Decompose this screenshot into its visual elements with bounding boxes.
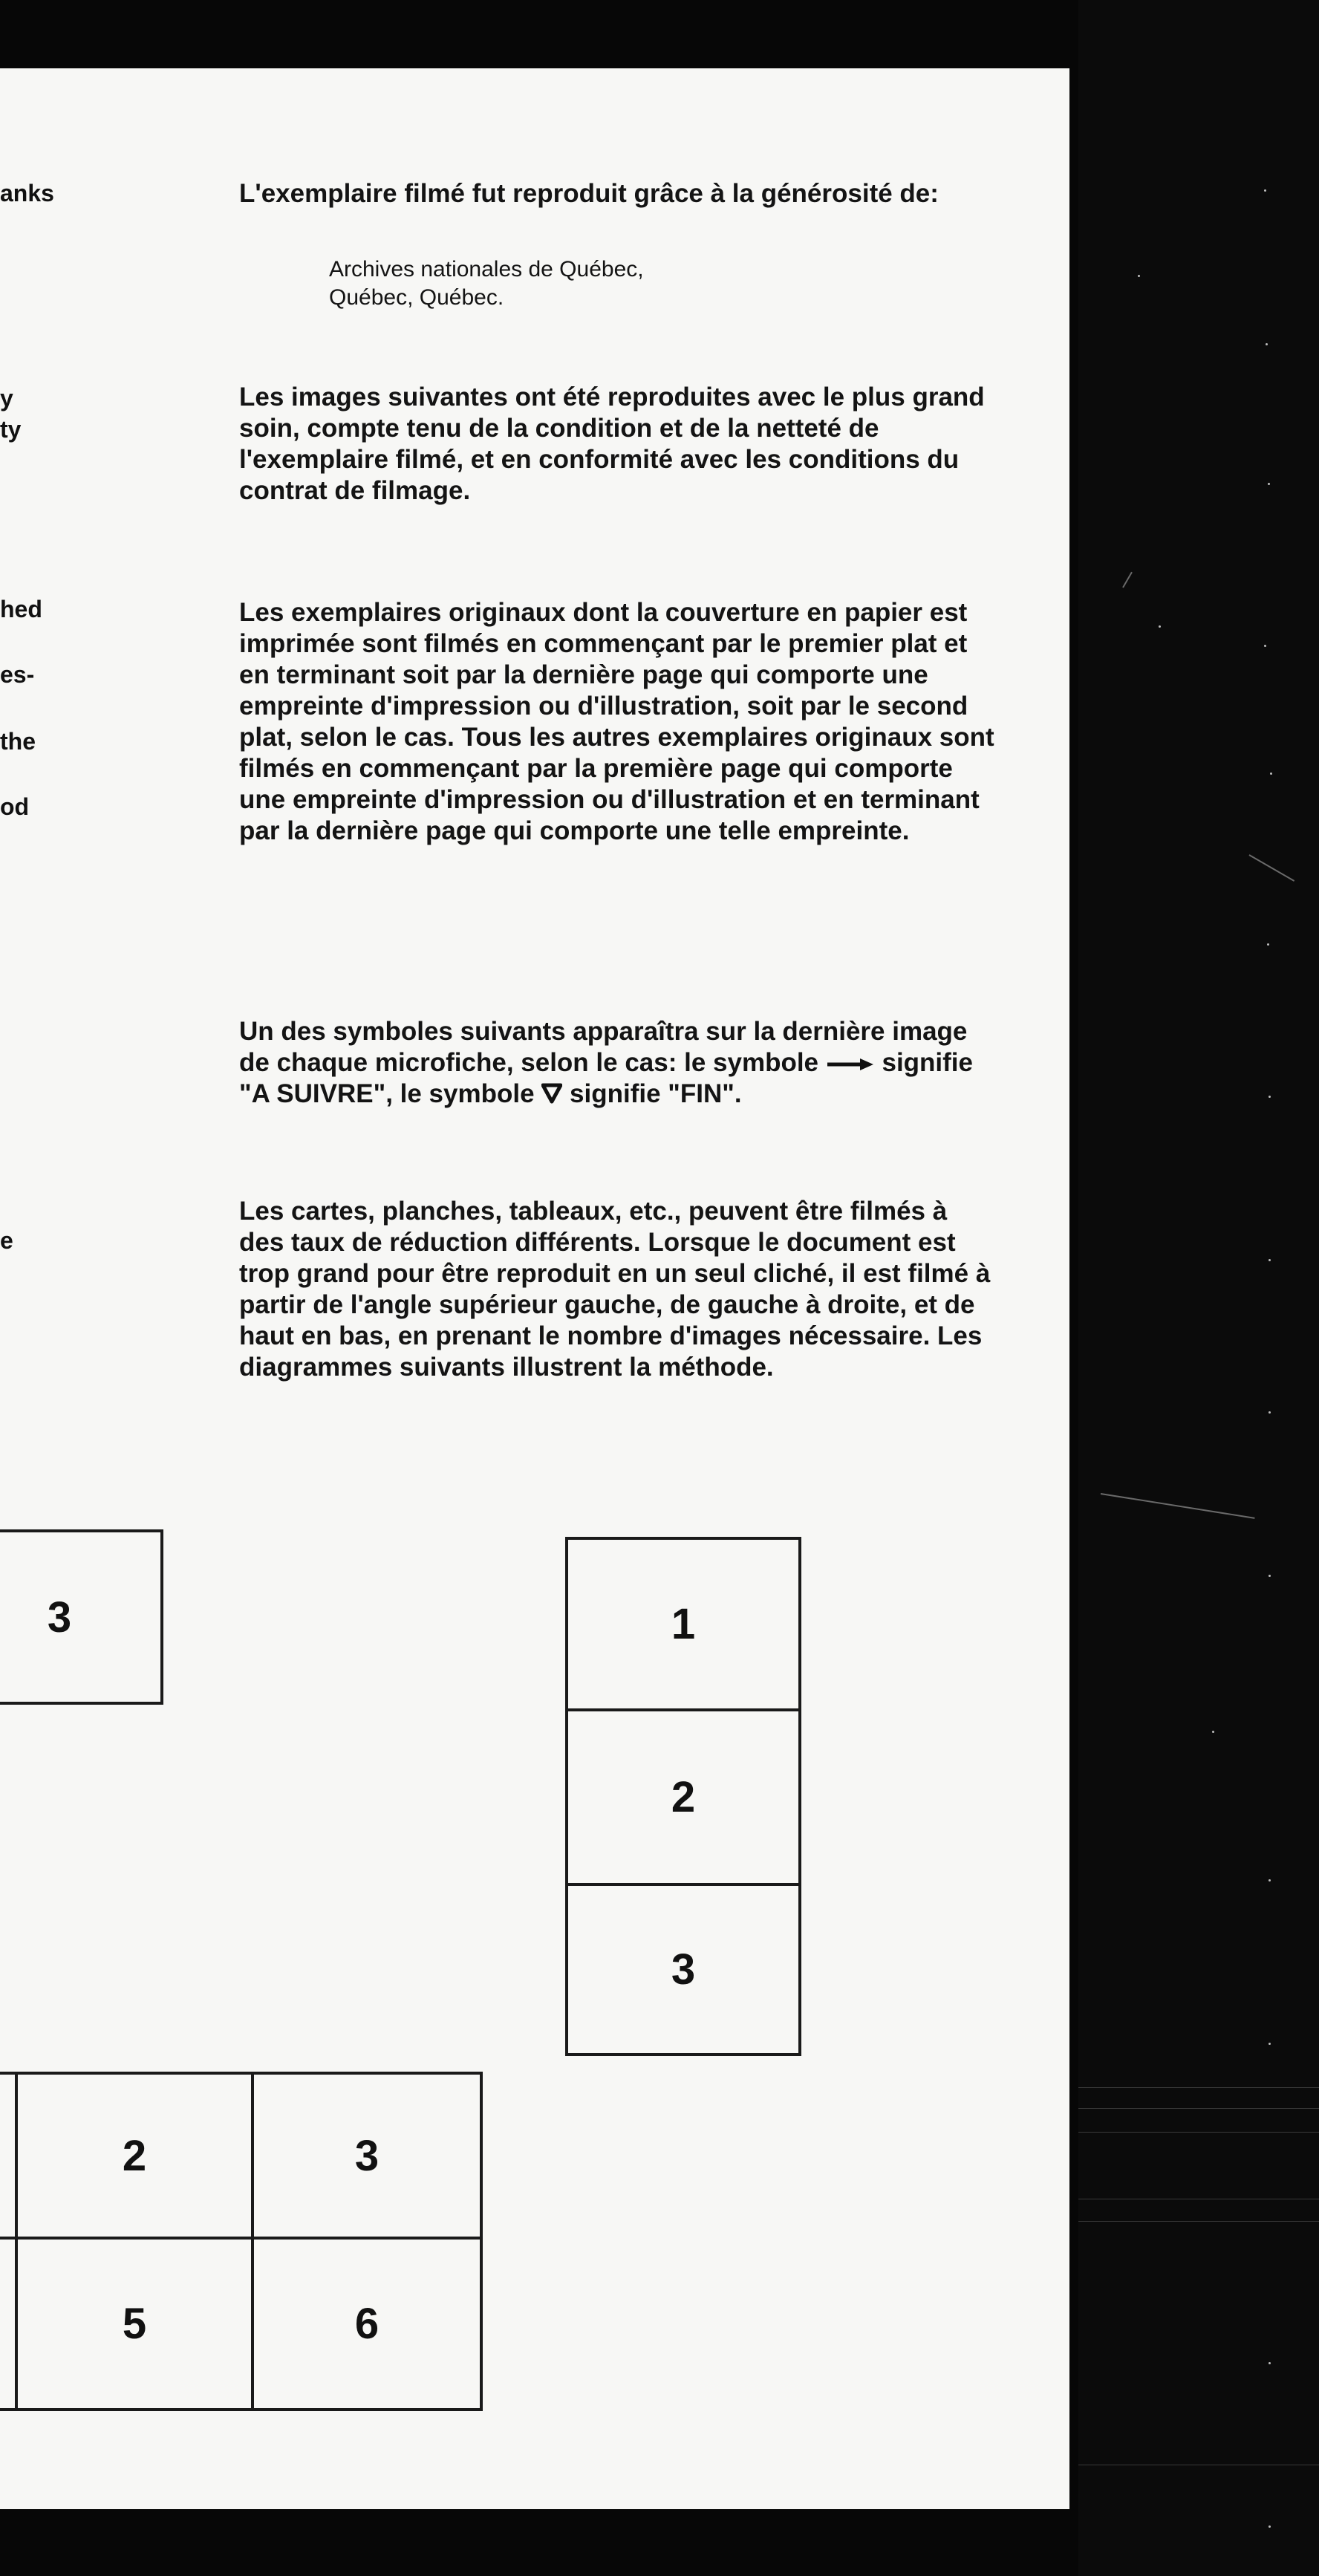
left-fragment: the [0, 728, 36, 755]
paragraph-maps: Les cartes, planches, tableaux, etc., peuvent être filmés à des taux de réduction différents. Lorsque le document est trop grand pour être reproduit en un seul cliché, il est filmé à partir de l'angle supérieur gauche, de gauche à droite, et de haut en bas, en prenant le nombre d'images nécessaire. Les diagrammes suivants illustrent la méthode. [239, 1197, 991, 1382]
dust-speck [1268, 1575, 1271, 1577]
left-fragment: anks [0, 180, 54, 206]
dust-speck [1138, 275, 1140, 277]
diagram-grid-cell-3: 3 [251, 2072, 483, 2240]
left-fragment: e [0, 1227, 13, 1254]
dust-speck [1268, 2525, 1271, 2528]
dust-speck [1268, 483, 1270, 485]
institution-location: Québec, Québec. [329, 285, 504, 310]
paragraph-symbols [239, 1016, 997, 1110]
diagram-column-cell-2: 2 [565, 1708, 801, 1886]
film-margin [1078, 0, 1319, 2576]
document-page [0, 68, 1069, 2509]
dust-speck [1270, 773, 1272, 775]
dust-speck [1159, 625, 1161, 628]
dust-speck [1268, 1879, 1271, 1881]
dust-speck [1268, 1096, 1271, 1098]
institution-name: Archives nationales de Québec, [329, 257, 644, 282]
diagram-row-cell: 3 [0, 1529, 163, 1705]
paragraph-originals: Les exemplaires originaux dont la couverture en papier est imprimée sont filmés en commençant par le premier plat et en terminant soit par la dernière page qui comporte une empreinte d'impression ou d'illustration, soit par le second plat, selon le cas. Tous les autres exemplaires originaux sont filmés en commençant par la première page qui comporte une empreinte d'impression ou d'illustration et en terminant par la dernière page qui comporte une telle empreinte. [239, 598, 994, 845]
dust-speck [1264, 645, 1266, 647]
symbols-text-2: signifie "A SUIVRE", le symbole [239, 1048, 974, 1108]
left-fragment: es- [0, 661, 35, 688]
dust-speck [1268, 1259, 1271, 1261]
diagram-column-cell-3: 3 [565, 1883, 801, 2056]
left-fragment: ty [0, 416, 22, 443]
left-fragment: od [0, 793, 30, 820]
film-scratch [1101, 1493, 1255, 1519]
dust-speck [1267, 943, 1269, 946]
paragraph-images: Les images suivantes ont été reproduites avec le plus grand soin, compte tenu de la condition et de la netteté de l'exemplaire filmé, et en conformité avec les conditions du contrat de filmage. [239, 383, 985, 505]
triangle-down-icon [541, 1083, 562, 1104]
diagram-grid-cell-2: 2 [15, 2072, 254, 2240]
arrow-right-icon [826, 1057, 875, 1072]
diagram-grid-cell-6: 6 [251, 2237, 483, 2411]
diagram-grid-cell-5: 5 [15, 2237, 254, 2411]
film-scratch [1122, 572, 1133, 588]
acknowledgement-intro: L'exemplaire filmé fut reproduit grâce à la générosité de: [239, 179, 939, 208]
dust-speck [1268, 1411, 1271, 1414]
dust-speck [1268, 2362, 1271, 2364]
scan-line [1078, 2108, 1319, 2109]
dust-speck [1212, 1731, 1214, 1733]
scan-line [1078, 2087, 1319, 2088]
left-fragment: y [0, 385, 13, 412]
dust-speck [1268, 2043, 1271, 2045]
scan-line [1078, 2221, 1319, 2222]
dust-speck [1266, 343, 1268, 345]
film-scratch [1249, 854, 1295, 882]
dust-speck [1264, 189, 1266, 192]
symbols-text-1: Un des symboles suivants apparaîtra sur la dernière image de chaque microfiche, selon le cas: le symbole [239, 1017, 968, 1077]
scan-line [1078, 2132, 1319, 2133]
diagram-column-cell-1: 1 [565, 1537, 801, 1711]
symbols-text-3: signifie "FIN". [570, 1079, 742, 1108]
left-fragment: hed [0, 596, 42, 622]
